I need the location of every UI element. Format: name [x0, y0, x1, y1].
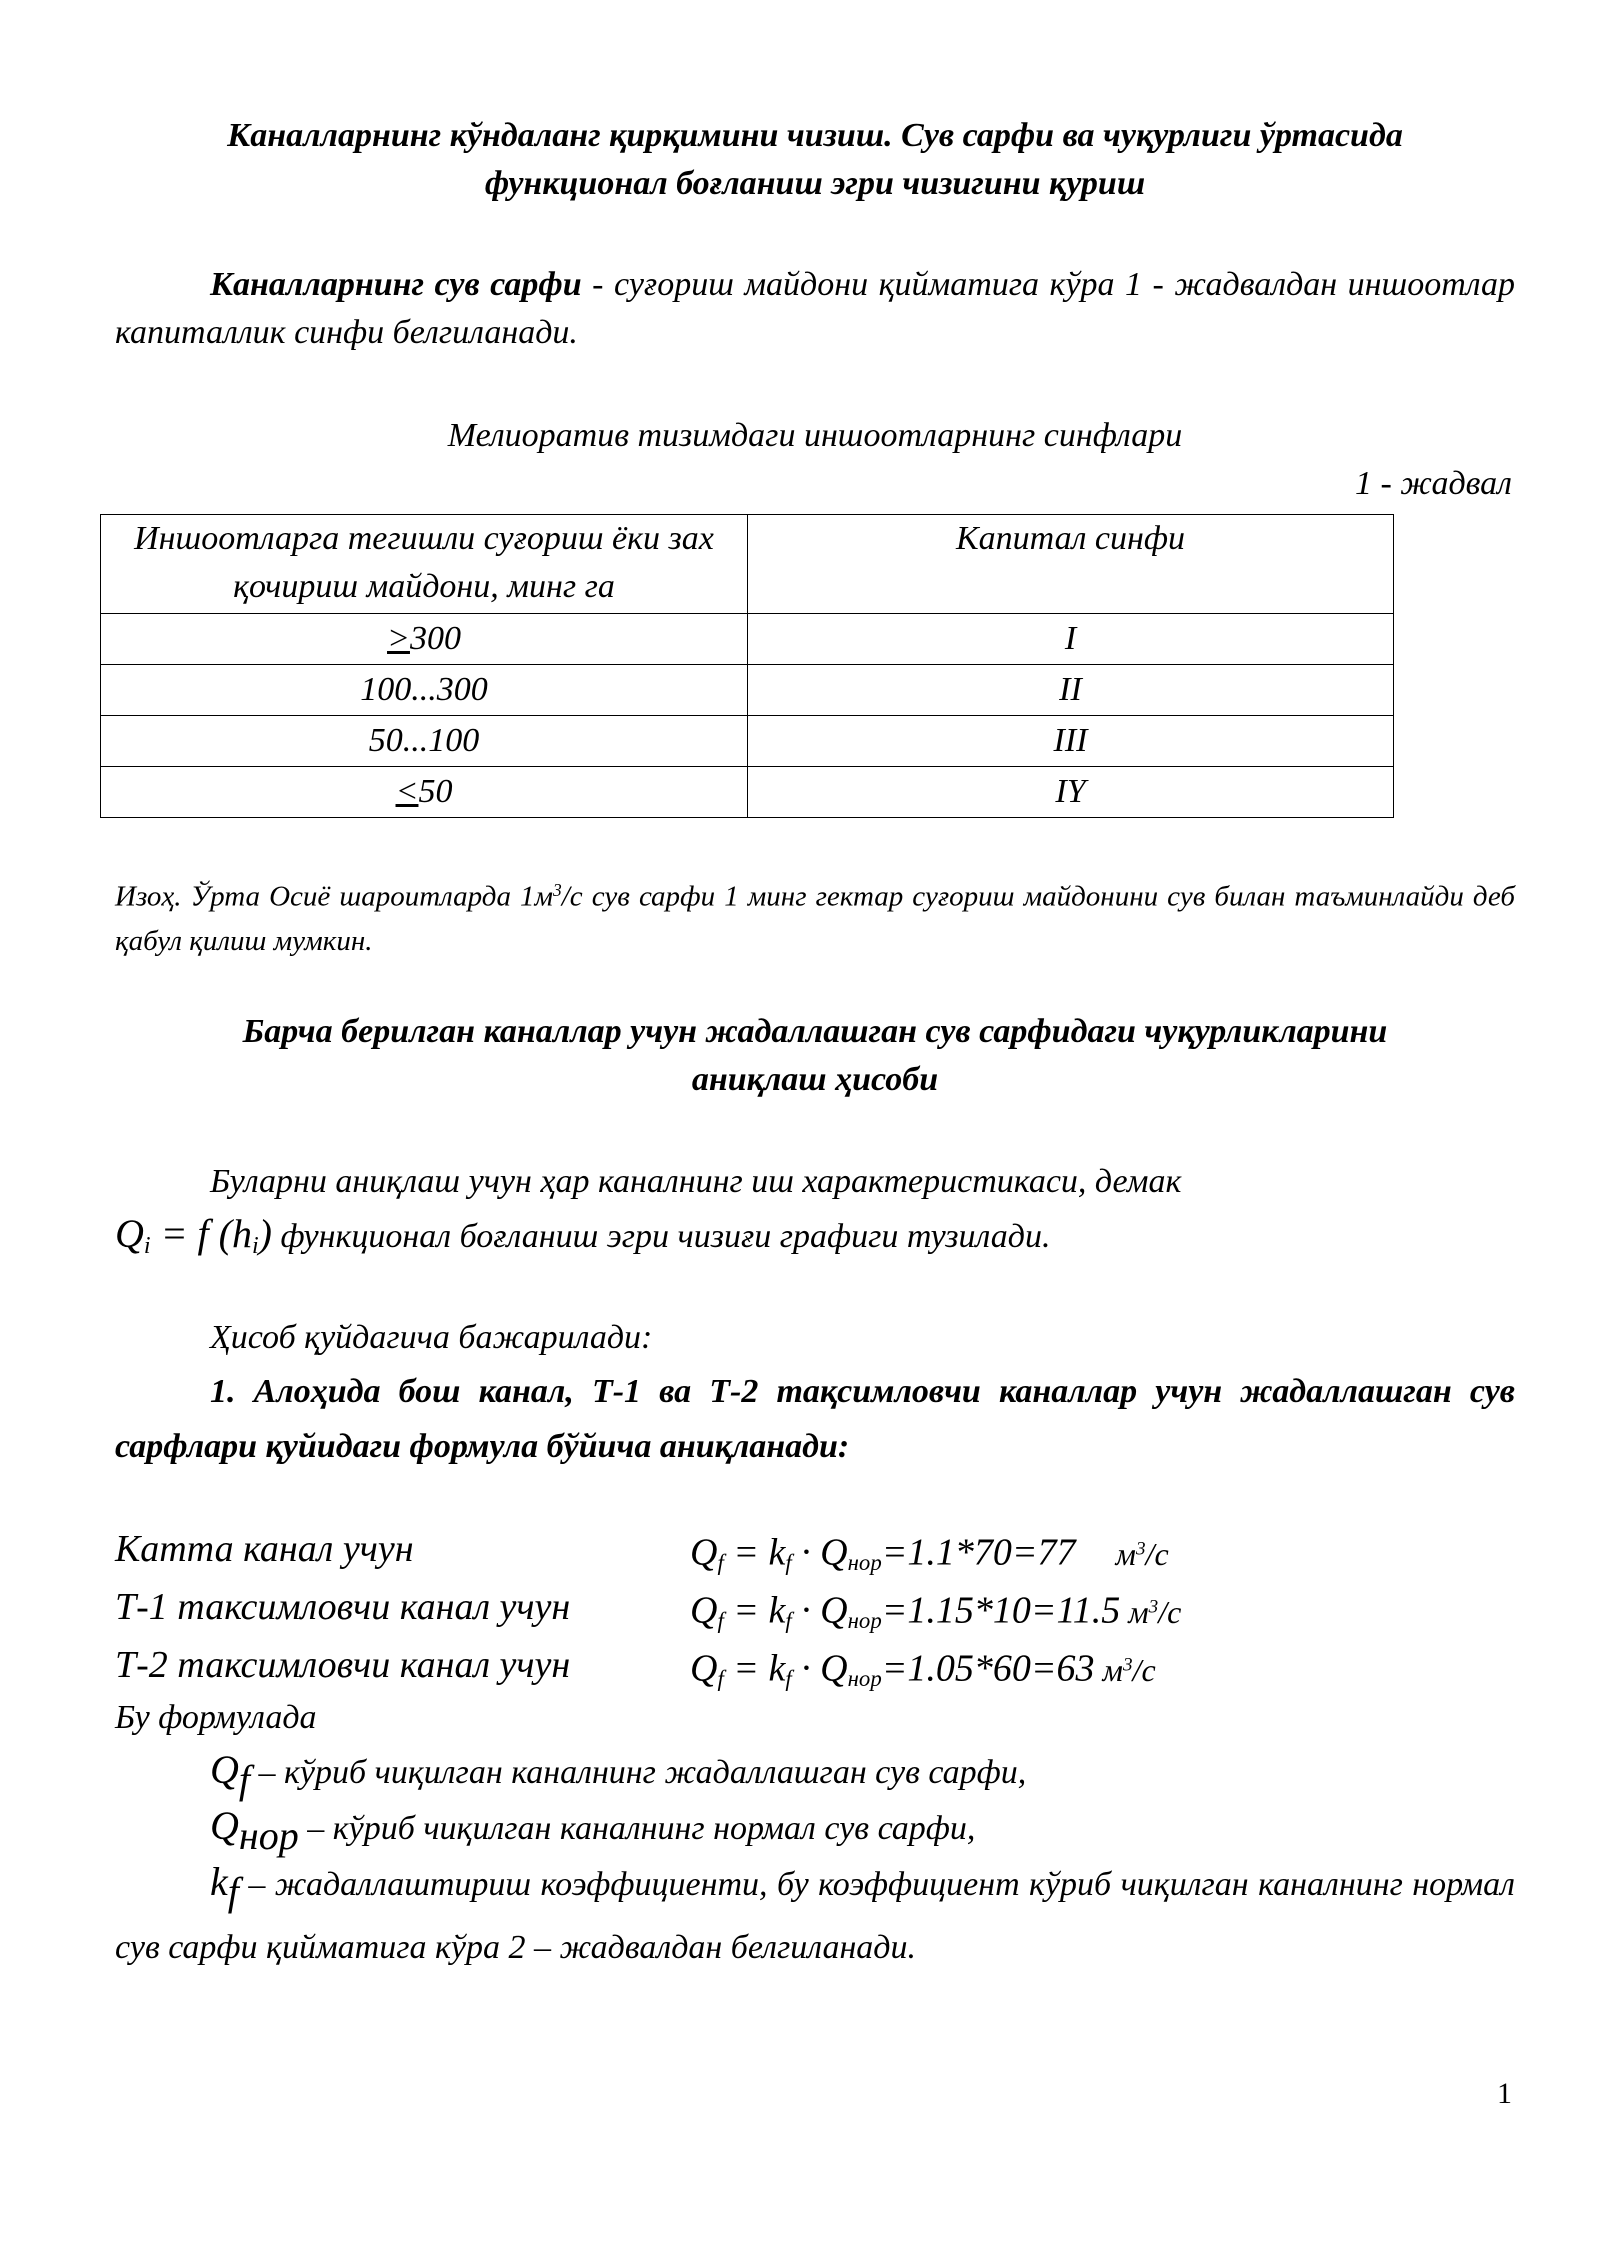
definitions-intro: Бу формулада — [115, 1699, 317, 1736]
calc-intro: Ҳисоб қуйдагича бажарилади: — [210, 1319, 653, 1356]
note-paragraph: Изоҳ. Ўрта Осиё шароитларда $1м^3/с$ сув сарфи 1 минг гектар суғориш майдонини сув билан таъминлайди деб қабул қилиш мумкин. — [115, 880, 1515, 957]
item-1: 1. Алоҳида бош канал, Т-1 ва Т-2 тақсимловчи каналлар учун жадаллашган сув сарфлари қуйидаги формула бўйича аниқланади: — [115, 1373, 1515, 1465]
equation-formula: $Q_f = k_f \cdot Q_{нор}=1.15*10=11.5$ $м^3/с$ — [690, 1589, 1182, 1634]
equation-row — [115, 1578, 1515, 1636]
class-cell: I — [748, 614, 1394, 665]
table-row — [101, 665, 1394, 716]
equation-formula: $Q_f = k_f \cdot Q_{нор}=1.1*70=77$ $м^3/с$ — [690, 1531, 1169, 1576]
title-line-1: Каналларнинг кўндаланг қирқимини чизиш. Сув сарфи ва чуқурлиги ўртасида — [227, 117, 1403, 154]
area-cell: <50 — [101, 767, 748, 818]
table-row — [101, 614, 1394, 665]
class-cell: IY — [748, 767, 1394, 818]
class-cell: III — [748, 716, 1394, 767]
equation-row — [115, 1520, 1515, 1578]
area-cell: >300 — [101, 614, 748, 665]
intro-bold-term: Каналларнинг сув сарфи — [210, 266, 582, 303]
header-class: Капитал синфи — [748, 515, 1394, 614]
area-cell: 100...300 — [101, 665, 748, 716]
page-number: 1 — [1497, 2077, 1512, 2110]
intro-paragraph — [115, 261, 1515, 357]
table-row — [101, 767, 1394, 818]
equation-formula: $Q_f = k_f \cdot Q_{нор}=1.05*60=63$ $м^3/с$ — [690, 1647, 1156, 1692]
class-cell: II — [748, 665, 1394, 716]
definition-qnor: Qнор – кўриб чиқилган каналнинг нормал сув сарфи, — [210, 1803, 976, 1858]
section-heading: Барча берилган каналлар учун жадаллашган сув сарфидаги чуқурликларини аниқлаш ҳисоби — [242, 1013, 1388, 1098]
equation-row — [115, 1636, 1515, 1694]
header-area: Иншоотларга тегишли суғориш ёки зах қочириш майдони, минг га — [101, 515, 748, 614]
para1-line2: $Q_i = f$ $(h_i)$ функционал боғланиш эгри чизиғи графиги тузилади. — [115, 1211, 1051, 1259]
classes-table — [100, 514, 1394, 818]
table-row — [101, 716, 1394, 767]
equation-label: Т-1 таксимловчи канал учун — [115, 1586, 571, 1628]
table1-number: 1 - жадвал — [1354, 465, 1512, 502]
q-symbol: $Q_i = f$ $(h_i)$ — [115, 1211, 272, 1259]
table-header-row — [101, 515, 1394, 614]
intro-text: - суғориш майдони қийматига кўра 1 - жадвалдан иншоотлар капиталлик синфи белгиланади. — [115, 266, 1515, 351]
para1-line1: Буларни аниқлаш учун ҳар каналнинг иш характеристикаси, демак — [210, 1163, 1182, 1200]
title-line-2: функционал боғланиш эгри чизигини қуриш — [484, 165, 1146, 202]
equation-label: Т-2 таксимловчи канал учун — [115, 1644, 571, 1686]
definition-qf: Qf – кўриб чиқилган каналнинг жадаллашган сув сарфи, — [210, 1747, 1027, 1802]
table1-caption: Мелиоратив тизимдаги иншоотларнинг синфлари — [447, 417, 1183, 454]
area-cell: 50...100 — [101, 716, 748, 767]
equation-label: Катта канал учун — [115, 1528, 414, 1570]
document-title — [115, 112, 1515, 208]
definition-kf: kf – жадаллаштириш коэффициенти, бу коэффициент кўриб чиқилган каналнинг нормал сув сарфи қийматига кўра 2 – жадвалдан белгиланади. — [115, 1859, 1515, 1966]
